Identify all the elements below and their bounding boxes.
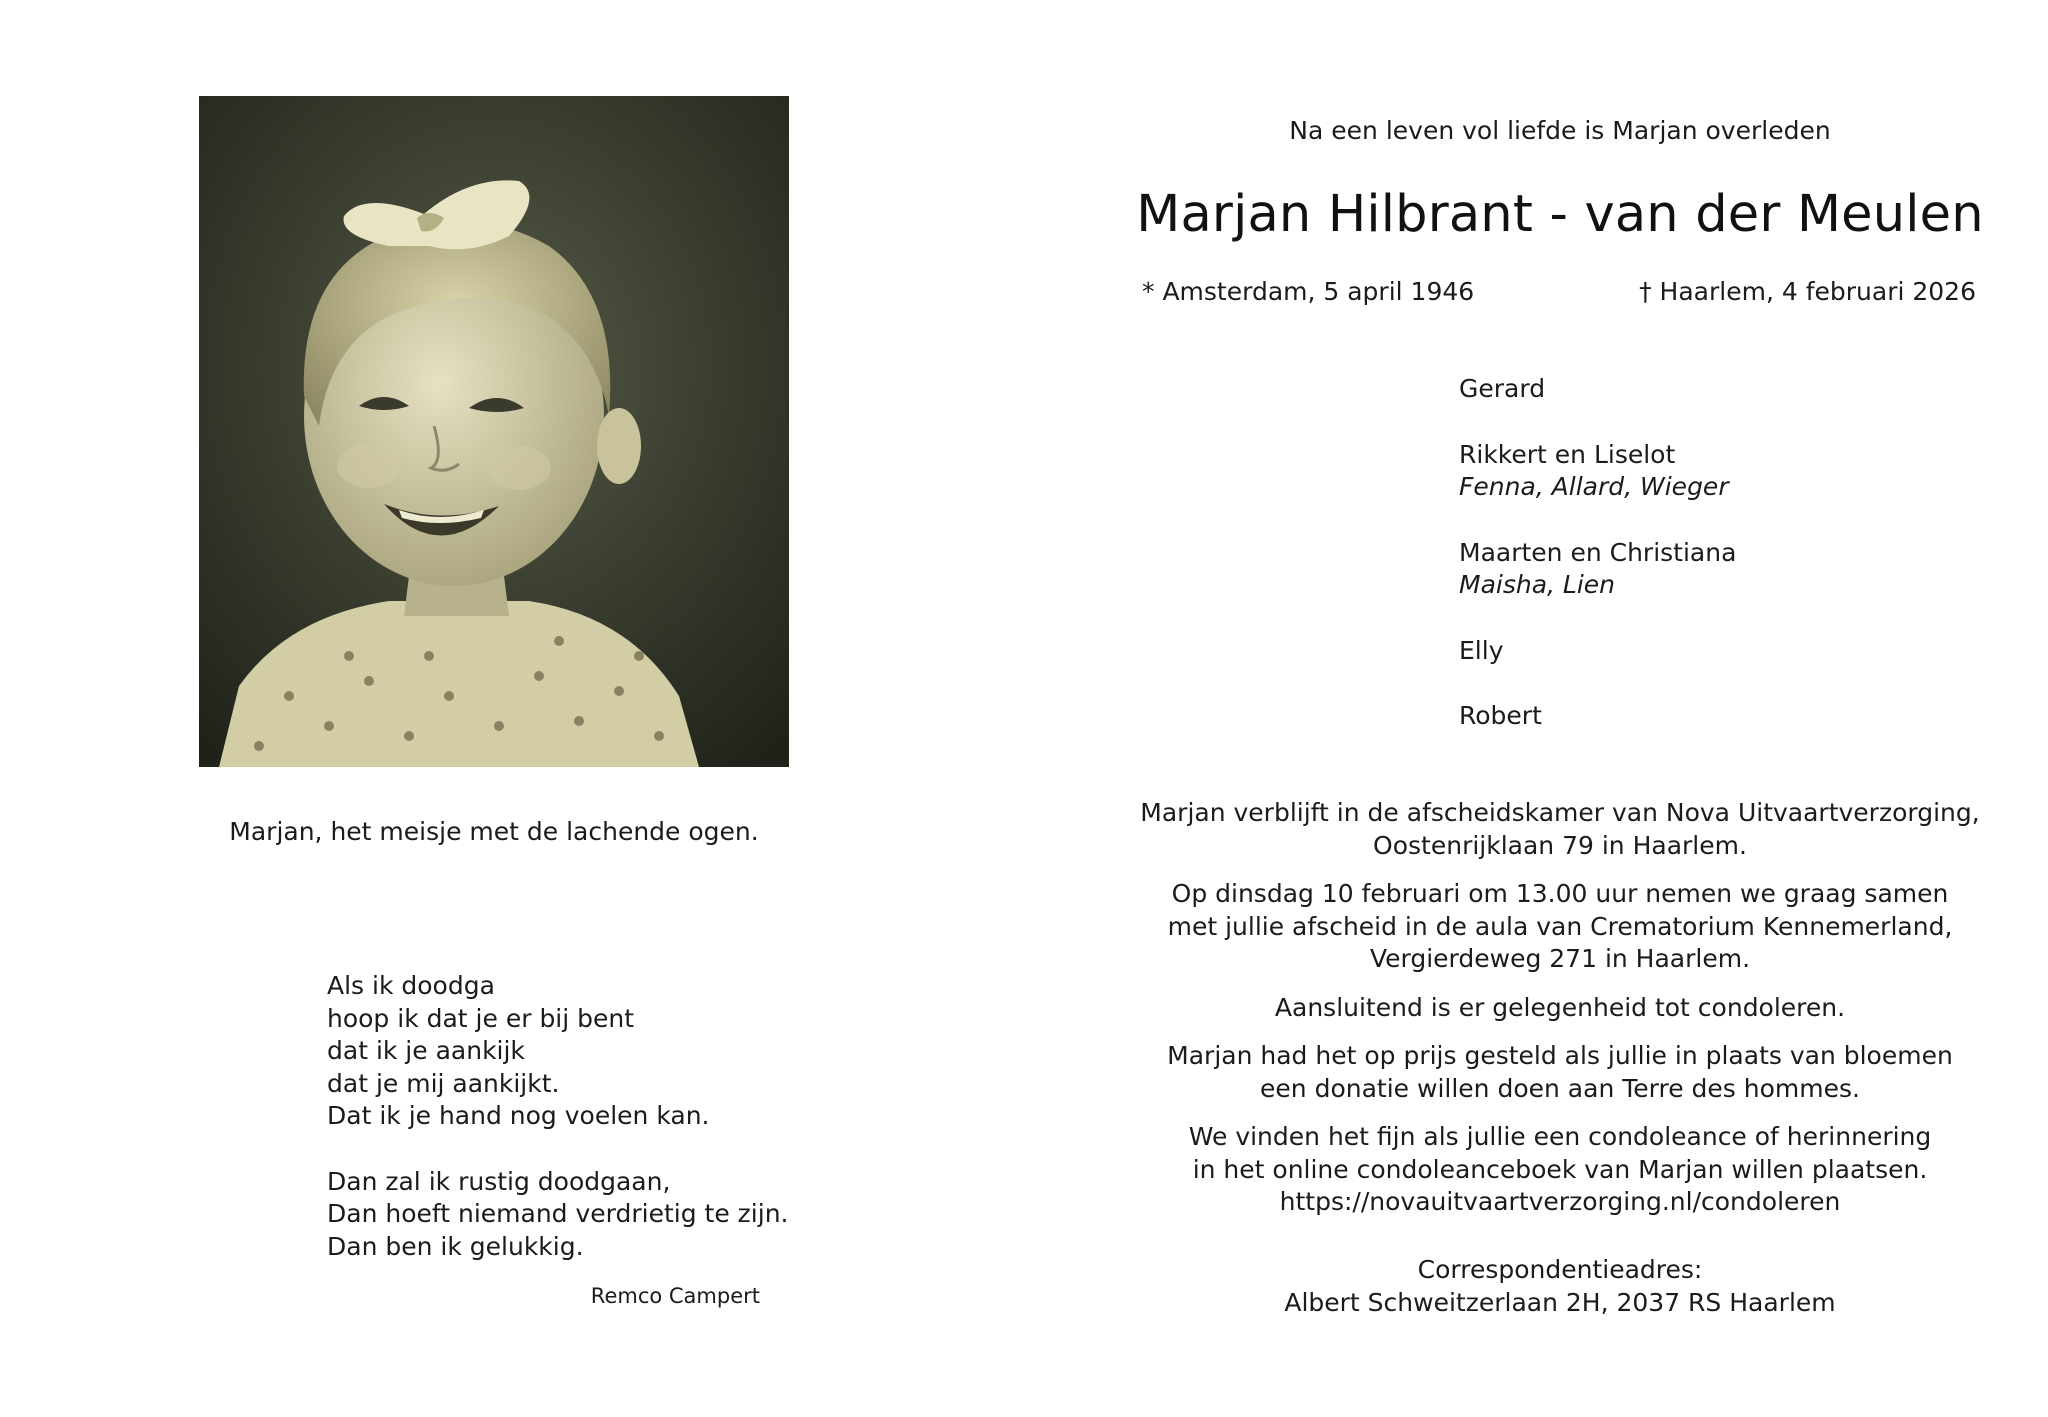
info-paragraph — [1130, 992, 1990, 1025]
info-line: een donatie willen doen aan Terre des hommes. — [1260, 1073, 1860, 1103]
info-line: Marjan verblijft in de afscheidskamer van Nova Uitvaartverzorging, — [1140, 798, 1980, 827]
info-line: in het online condoleanceboek van Marjan willen plaatsen. — [1192, 1154, 1928, 1184]
poem-stanza — [327, 970, 777, 1133]
poem — [327, 970, 789, 1296]
correspondence-label: Correspondentieadres: — [1417, 1255, 1703, 1284]
poem-line: Dat ik je hand nog voelen kan. — [327, 1101, 710, 1130]
birth-date: * Amsterdam, 5 april 1946 — [1142, 277, 1475, 306]
poem-line: Dan ben ik gelukkig. — [327, 1231, 584, 1261]
poem-line: dat ik je aankijk — [327, 1036, 525, 1065]
poem-line: Als ik doodga — [327, 971, 495, 1000]
family-name: Gerard — [1459, 374, 1546, 403]
info-line: We vinden het fijn als jullie een condoleance of herinnering — [1188, 1122, 1932, 1151]
family-children: Maisha, Lien — [1459, 570, 1616, 599]
condolence-link[interactable]: https://novauitvaartverzorging.nl/condoleren — [1279, 1187, 1841, 1216]
funeral-info — [1130, 797, 1990, 1235]
photo-caption: Marjan, het meisje met de lachende ogen. — [229, 817, 759, 846]
portrait-photo — [199, 96, 789, 767]
family-name: Robert — [1459, 701, 1542, 730]
info-paragraph — [1130, 1040, 1990, 1105]
portrait-illustration — [199, 96, 789, 767]
death-date: † Haarlem, 4 februari 2026 — [1639, 277, 1976, 306]
family-children: Fenna, Allard, Wieger — [1459, 472, 1729, 501]
poem-author: Remco Campert — [590, 1284, 760, 1308]
correspondence-value: Albert Schweitzerlaan 2H, 2037 RS Haarlem — [1284, 1287, 1836, 1317]
family-name: Elly — [1459, 635, 1504, 665]
poem-line: Dan zal ik rustig doodgaan, — [327, 1166, 671, 1196]
info-paragraph — [1130, 1121, 1990, 1219]
family-entry — [1459, 537, 1959, 602]
poem-line: dat je mij aankijkt. — [327, 1068, 560, 1098]
poem-stanza — [327, 1166, 789, 1264]
poem-line: hoop ik dat je er bij bent — [327, 1003, 635, 1033]
info-line: met jullie afscheid in de aula van Crematorium Kennemerland, — [1167, 911, 1953, 941]
family-entry — [1459, 373, 1959, 406]
deceased-name: Marjan Hilbrant - van der Meulen — [1136, 185, 1984, 244]
family-entry — [1459, 635, 1959, 668]
info-line: Op dinsdag 10 februari om 13.00 uur nemen we graag samen — [1171, 879, 1949, 908]
family-name: Maarten en Christiana — [1459, 537, 1737, 567]
family-name: Rikkert en Liselot — [1459, 439, 1676, 469]
family-list — [1459, 373, 1959, 766]
info-paragraph — [1130, 797, 1990, 862]
info-line: Vergierdeweg 271 in Haarlem. — [1369, 944, 1751, 973]
info-line: Oostenrijklaan 79 in Haarlem. — [1373, 830, 1747, 860]
family-entry — [1459, 439, 1959, 504]
info-line: Aansluitend is er gelegenheid tot condoleren. — [1274, 992, 1846, 1022]
intro-line: Na een leven vol liefde is Marjan overleden — [1289, 116, 1831, 145]
info-paragraph — [1130, 878, 1990, 976]
poem-line: Dan hoeft niemand verdrietig te zijn. — [327, 1199, 789, 1228]
family-entry — [1459, 700, 1959, 733]
correspondence-address — [1130, 1254, 1990, 1319]
info-line: Marjan had het op prijs gesteld als jullie in plaats van bloemen — [1167, 1041, 1953, 1070]
